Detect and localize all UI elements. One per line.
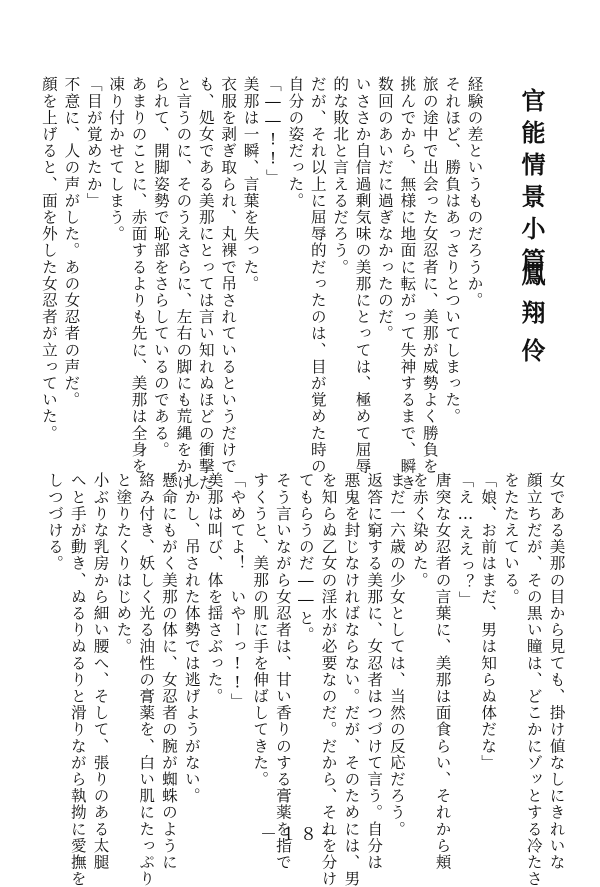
text-column: も、処女である美那にとっては言い知れぬほどの衝撃だ (196, 76, 215, 491)
text-column: 「――!!」 (263, 76, 282, 186)
text-column: と言うのに、そのうえさらに、左右の脚にも荒縄をかけ (174, 76, 193, 491)
story-title: 官能情景小篇 (517, 88, 546, 280)
text-column: 顔を上げると、面を外した女忍者が立っていた。 (39, 76, 58, 442)
text-column: を赤く染めた。 (410, 472, 429, 589)
text-column: 懸命にもがく美那の体に、女忍者の腕が蜘蛛のように (159, 472, 178, 871)
text-column: 「目が覚めたか」 (84, 76, 103, 209)
text-column: 美那は叫び、体を揺さぶった。 (205, 472, 224, 705)
text-column: 数回のあいだに過ぎなかったのだ。 (375, 76, 394, 342)
text-column: へと手が動き、ぬるりぬるりと滑りながら執拗に愛撫を (68, 472, 87, 887)
author-name: 鳳翔伶 (517, 262, 546, 376)
text-column: 自分の姿だった。 (286, 76, 305, 209)
text-column: 衣服を剥ぎ取られ、丸裸で吊されているというだけで (219, 76, 238, 475)
text-column: 「娘、お前はまだ、男は知らぬ体だな」 (479, 472, 498, 771)
text-column: いささか自信過剰気味の美那にとっては、極めて屈辱 (353, 76, 372, 475)
text-column: 悪鬼を封じなければならない。だが、そのためには、男 (342, 472, 361, 887)
text-column: それほど、勝負はあっさりとついてしまった。 (443, 76, 462, 425)
text-column: すくうと、美那の肌に手を伸ばしてきた。 (251, 472, 270, 788)
text-column: てもらうのだ――と。 (296, 472, 315, 643)
text-column: 絡み付き、妖しく光る油性の膏薬を、白い肌にたっぷり (137, 472, 156, 887)
text-column: 旅の途中で出会った女忍者に、美那が威勢よく勝負を (420, 76, 439, 475)
text-column: 女である美那の目から見ても、掛け値なしにきれいな (547, 472, 566, 871)
text-column: 経験の差というものだろうか。 (465, 76, 484, 309)
text-column: 挑んでから、無様に地面に転がって失神するまで、瞬き (398, 76, 417, 491)
text-column: 顔立ちだが、その黒い瞳は、どこかにゾッとする冷たさ (524, 472, 543, 887)
text-column: と塗りたくりはじめた。 (114, 472, 133, 655)
text-column: 「え…ええっ？」 (456, 472, 475, 608)
text-column: あまりのことに、赤面するよりも先に、美那は全身を (129, 76, 148, 475)
text-column: 不意に、人の声がした。あの女忍者の声だ。 (62, 76, 81, 408)
text-column: 小ぶりな乳房から細い腰へ、そして、張りのある太腿 (91, 472, 110, 871)
text-column: 的な敗北と言えるだろう。 (331, 76, 350, 276)
text-column: を知らぬ乙女の淫水が必要なのだ。だから、それを分け (319, 472, 338, 887)
text-column: 唐突な女忍者の言葉に、美那は面食らい、それから頬 (433, 472, 452, 871)
text-column: しつづける。 (45, 472, 64, 572)
text-column: をたたえている。 (501, 472, 520, 605)
text-column: だが、それ以上に屈辱的だったのは、目が覚めた時の (308, 76, 327, 475)
page-number: －１８－ (260, 825, 340, 845)
text-column: 「やめてよ！ いやーっ!!」 (228, 472, 247, 710)
text-column: 美那は一瞬、言葉を失った。 (241, 76, 260, 292)
text-column: そう言いながら女忍者は、甘い香りのする膏薬を指で (273, 472, 292, 871)
text-column: まだ一六歳の少女としては、当然の反応だろう。 (387, 472, 406, 838)
text-column: 返答に窮する美那に、女忍者はつづけて言う。自分は (365, 472, 384, 871)
text-column: 凍り付かせてしまう。 (107, 76, 126, 242)
text-column: られて、開脚姿勢で恥部をさらしているのである。 (151, 76, 170, 458)
text-column: しかし、吊された体勢では逃げようがない。 (182, 472, 201, 804)
